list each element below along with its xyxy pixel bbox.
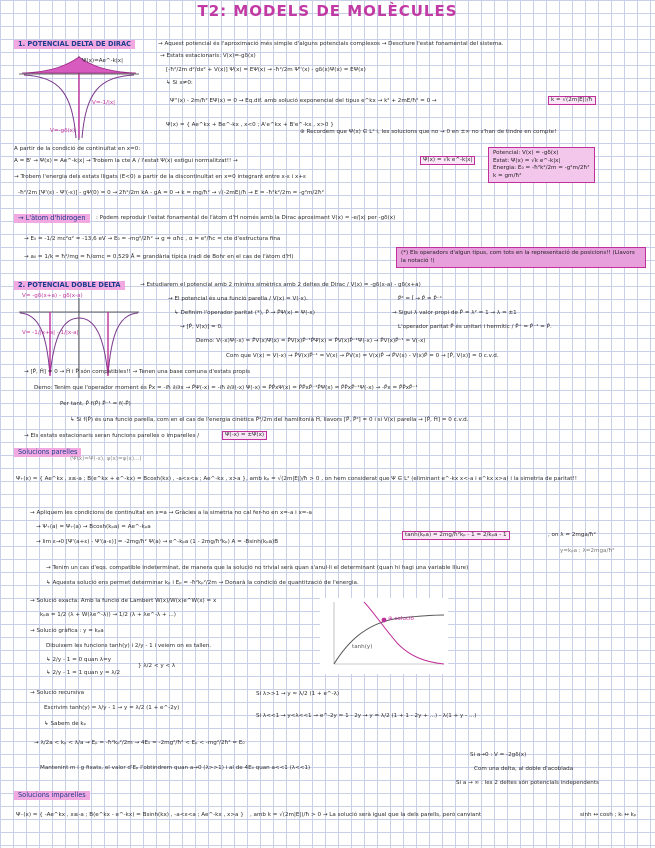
hydrogen-header: → L'àtom d'hidrogen xyxy=(14,214,90,223)
recorda-note: ⊛ Recordem que Ψ(x) ∈ L² i, les solucions que no → 0 en ±∞ no s'han de tindre en compte! xyxy=(300,129,557,135)
exact-solution: → Solució exacta: Amb la funció de Lambert W(x)/W(x)e^W(x) = x xyxy=(30,598,217,604)
lambert-formula: kₚa = 1/2 (λ + W(λe^-λ)) → 1/2 (λ + λe^-λ + ...) xyxy=(40,612,176,618)
kp-bounds: → λ/2a < kₚ < λ/a → Eₚ = -ħ²kₚ²/2m → 4E₀ = -2mg²/ħ² < Eₚ < -mg²/2ħ² = E₀ xyxy=(34,740,245,746)
tanh-intersection-plot xyxy=(320,598,448,674)
unitary-hermitic: L'operador paritat P̂ és unitari i hermític / P̂⁺ = P̂⁻¹ = P̂. xyxy=(398,324,552,330)
graphic-range: } λ/2 < y < λ xyxy=(138,663,176,669)
e0-line: → E₀ = -1/2 mc²α² = -13,6 eV → E₀ = -mg²/2ħ² → g = αħc , α = e²/ħc ≈ cte d'estructura fina xyxy=(24,236,281,242)
summary-energy: Energia: E₀ = -ħ²k²/2m = -g²m/2ħ² xyxy=(493,165,590,172)
continuity-2: → lim ε→0 [Ψ'(a+ε) - Ψ'(a-ε)] = -2mg/ħ² Ψ(a) → e^-kₚa (1 - 2mg/ħ²kₚ) A = -Bsinh(kₚa)B xyxy=(36,539,279,545)
psi-odd: Ψ₋(x) = { -Ae^kx , x≤-a ; B(e^kx - e^-kx) = Bsinh(kx) , -a<x<a ; Ae^-kx , x>a } xyxy=(16,812,244,818)
k-box: k = √(2m|E|)/ħ xyxy=(548,96,596,105)
parity-even: → El potencial és una funció parella / V(x) = V(-x). xyxy=(168,296,308,302)
ode-line: Ψ''(x) - 2m/ħ² EΨ(x) = 0 → Eq.dif. amb solució exponencial del tipus e^kx → k² + 2mE/ħ² = 0 → xyxy=(170,98,437,104)
section-header-delta-dirac: 1. POTENCIAL DELTA DE DIRAC xyxy=(14,40,135,49)
demo1-line1: Demo: V(-x)Ψ(-x) = P̂V(x)Ψ(x) = P̂V(x)P̂⁻¹P̂Ψ(x) = P̂V(x)P̂⁻¹Ψ(-x) → P̂V(x)P̂⁻¹ = V(-x) xyxy=(196,338,426,344)
kp-odd: , amb k = √(2m|E|)/ħ > 0 → La solució serà igual que la dels parells, però canviant xyxy=(250,812,482,818)
recursive-case-small: Si λ<<1 → y<λ<<1 → e^-2y ≈ 1 - 2y → y = λ/2 (1 + 1 - 2y + ...) - λ(1 + y - ...) xyxy=(256,713,477,719)
commutator-v: → [P̂, V(x)] = 0. xyxy=(180,324,223,330)
recursive-eq: Escrivim tanh(y) = λ/y - 1 → y = λ/2 (1 + e^-2y) xyxy=(44,705,180,711)
operator-note: (*) Els operadors d'algun tipus, com tots en la representació de posicions!! (Llavors la notació !) xyxy=(396,247,646,268)
recursive-case-large: Si λ>>1 → y ≈ λ/2 (1 + e^-λ) xyxy=(256,691,340,697)
double-coupling: Com una delta, al doble d'acoblada xyxy=(474,766,574,772)
demo2-line3: ↳ Si f(P̂) és una funció parella, com en el cas de l'energia cinètica P̂²/2m del hamiltonià Ĥ, llavors [P̂, P̂²] = 0 i si V(x) parella → [P̂, Ĥ] = 0 c.v.d. xyxy=(70,417,469,423)
limit-a-zero: Si a→0 : V = -2gδ(x) xyxy=(470,752,527,758)
demo2-line1: Demo: Tenim que l'operador moment és P̂x = -iħ ∂/∂x → P̂Ψ(-x) = -iħ ∂/∂(-x) Ψ(-x) = P̂P̂xΨ(x) = P̂P̂xP̂⁻¹P̂Ψ(x) = P̂P̂xP̂⁻¹Ψ(-x) → -P̂x = P̂P̂xP̂⁻¹ xyxy=(34,385,418,391)
summary-state: Estat: Ψ(x) = √k e^-k|x| xyxy=(493,157,561,164)
delta-potential-graph xyxy=(14,52,144,142)
indeterminate-text: → Tenim un cas d'eqs. compatible indeterminat, de manera que la solució no trivial serà quan s'anul·li el determinant (quan hi hagi una variable lliure) xyxy=(46,565,469,571)
graph2-top-label: V= -gδ(x+a) - gδ(x-a) xyxy=(22,293,83,299)
continuity-conditions: → Apliquem les condicions de continuïtat en x=a → Gràcies a la simetria no cal fer-ho en x=-a i x=-a xyxy=(30,510,312,516)
x-nonzero: ↳ Si x≠0: xyxy=(166,80,193,86)
kp-bounds-title: ↳ Sabem de kₚ xyxy=(44,721,87,727)
mantenint-text: Mantenint m i g fixats, el valor d'Eₚ l'obtindrem quan a→0 (λ>>1) i al de 4E₀ quan a<<1 (λ<<1) xyxy=(40,765,311,771)
quantization-text: ↳ Aquesta solució ens permet determinar kₚ i Eₚ = -ħ²kₚ²/2m → Donarà la condició de quantització de l'energia. xyxy=(46,580,359,586)
recursive-solution: → Solució recursiva xyxy=(30,690,85,696)
hydrogen-text: : Podem reproduir l'estat fonamental de l'àtom d'H només amb la Dirac aproximant V(x) ≈ -e/|x| per -gδ(x) xyxy=(96,215,396,221)
double-delta-graph xyxy=(14,294,144,380)
graphic-cond1: ↳ 2/y - 1 = 0 quan λ=y xyxy=(46,657,112,663)
tanh-box: tanh(kₚa) = 2mg/ħ²kₚ - 1 = 2/kₚa - 1 xyxy=(402,531,510,540)
continuity-text: A partir de la condició de continuïtat en x=0: xyxy=(14,146,141,152)
section-header-double-delta: 2. POTENCIAL DOBLE DELTA xyxy=(14,281,125,290)
demo2-line2: Per tant, P̂ f(P̂) P̂⁻¹ = f(-P̂) xyxy=(60,401,131,407)
lambda-def: , on λ = 2mga/ħ² xyxy=(548,532,596,538)
hamiltonian-commute: → [P̂, Ĥ] = 0 → Ĥ i P̂ són compatibles!! → Tenen una base comuna d'estats propis xyxy=(24,369,250,375)
graph-v-label: V=-1/|x| xyxy=(92,100,116,106)
stationary-states: → Els estats estacionaris seran funcions parelles o imparelles / xyxy=(24,433,200,439)
psi-box: Ψ(x) = √k e^-k|x| xyxy=(420,156,475,165)
summary-potential: Potencial: V(x) = -gδ(x) xyxy=(493,150,559,156)
page-title: T2: MODELS DE MOLÈCULES xyxy=(197,2,458,20)
graphic-text: Dibuixem les funcions tanh(y) i 2/y - 1 i veiem on es tallen. xyxy=(46,643,212,649)
solution-marker-label: ⊕ solució xyxy=(388,616,414,622)
a0-line: → a₀ = 1/k = ħ²/mg = ħ/αmc = 0,529 Å = grandària típica (radi de Bohr en el cas de l'àtom d'H) xyxy=(24,254,294,260)
psi-even: Ψ₊(x) = { Ae^kx , x≤-a ; B(e^kx + e^-kx) = Bcosh(kx) , -a<x<a ; Ae^-kx , x>a } xyxy=(16,476,246,482)
section2-intro: → Estudiarem el potencial amb 2 mínims simètrics amb 2 deltes de Dirac / V(x) = -gδ(x-a) - gδ(x+a) xyxy=(140,282,421,288)
summary-k: k = gm/ħ² xyxy=(493,172,522,179)
limit-a-infinite: Si a → ∞ : les 2 deltes són potencials independents xyxy=(456,780,599,786)
trobem-energia: → Trobem l'energia dels estats lligats (E<0) a partir de la discontinuïtat en x=0 integrant entre x-ε i x+ε xyxy=(14,174,307,180)
eigenvalues: → Sigui λ valor propi de P̂ = λ² = 1 → λ = ±1 xyxy=(392,310,517,316)
summary-box xyxy=(488,147,595,183)
energy-derivation: -ħ²/2m [Ψ'(ε) - Ψ'(-ε)] - gΨ(0) = 0 → 2ħ²/2m kA - gA = 0 → k = mg/ħ² → √(-2mE)/ħ → E = -ħ²k²/2m = -g²m/2ħ² xyxy=(18,190,324,196)
graphic-solution: → Solució gràfica : y = kₚa xyxy=(30,628,104,634)
even-solutions-header: Solucions parelles xyxy=(14,448,81,457)
kp-definition: , amb kₚ = √(2m|E|)/ħ > 0 , on hem considerat que Ψ ∈ L² (eliminant e^-kx x<-a i e^kx x>a) i la simetria de paritat!! xyxy=(246,476,577,482)
graph-delta-label: V=-gδ(x) xyxy=(50,128,76,134)
ab-line: A = B' → Ψ(x) = Ae^-k|x| → Trobem la cte A / l'estat Ψ(x) estigui normalitzat!! → xyxy=(14,158,238,164)
p-definition: P̂² = Î → P̂ = P̂⁻¹ xyxy=(398,296,442,302)
even-solutions-sub: (Ψ(x)=Ψ(-x), ψ(x)=ψ(x)...) xyxy=(70,456,142,462)
graph-psi-label: Ψ(x)=Ae^-k|x| xyxy=(82,58,123,64)
graph2-left-label: V= -1/|x+a| - 1/|x-a| xyxy=(22,330,79,336)
tanh-curve-label: tanh(y) xyxy=(352,644,373,650)
y-note: y=kₚa ; λ=2mga/ħ² xyxy=(560,548,615,554)
parity-box: Ψ(-x) = ±Ψ(x) xyxy=(222,431,267,440)
continuity-1: → Ψ₊(a) = Ψ₊(a) → Bcosh(kₚa) = Ae^-kₚa xyxy=(36,524,151,530)
graphic-cond2: ↳ 2/y - 1 = 1 quan y = λ/2 xyxy=(46,670,121,676)
schrodinger-eq: [-ħ²/2m d²/dx² + V(x)] Ψ(x) = EΨ(x) → -ħ²/2m Ψ''(x) - gδ(x)Ψ(x) = EΨ(x) xyxy=(166,67,366,73)
parity-operator: ↳ Definim l'operador paritat (*), P̂ → P̂Ψ(x) = Ψ(-x) xyxy=(174,310,315,316)
estats-estacionaris: → Estats estacionaris: V(x)=-gδ(x) xyxy=(160,53,256,59)
demo1-line2: Com que V(x) = V(-x) → P̂V(x)P̂⁻¹ = V(x) → P̂V(x) = V(x)P̂ → P̂V(x) - V(x)P̂ = 0 → [P̂, V(x)] = 0 c.v.d. xyxy=(226,353,499,359)
odd-solutions-header: Solucions imparelles xyxy=(14,791,90,800)
section1-intro: → Aquest potencial és l'aproximació més simple d'alguns potencials complexos → Descriure l'estat fonamental del sistema. xyxy=(158,41,504,47)
swap-note: sinh ↔ cosh ; kᵢ ↔ kₚ xyxy=(580,812,637,818)
psi-pieces: Ψ(x) = { Ae^kx + Be^-kx , x<0 ; A'e^kx + B'e^-kx , x>0 } xyxy=(166,122,334,128)
